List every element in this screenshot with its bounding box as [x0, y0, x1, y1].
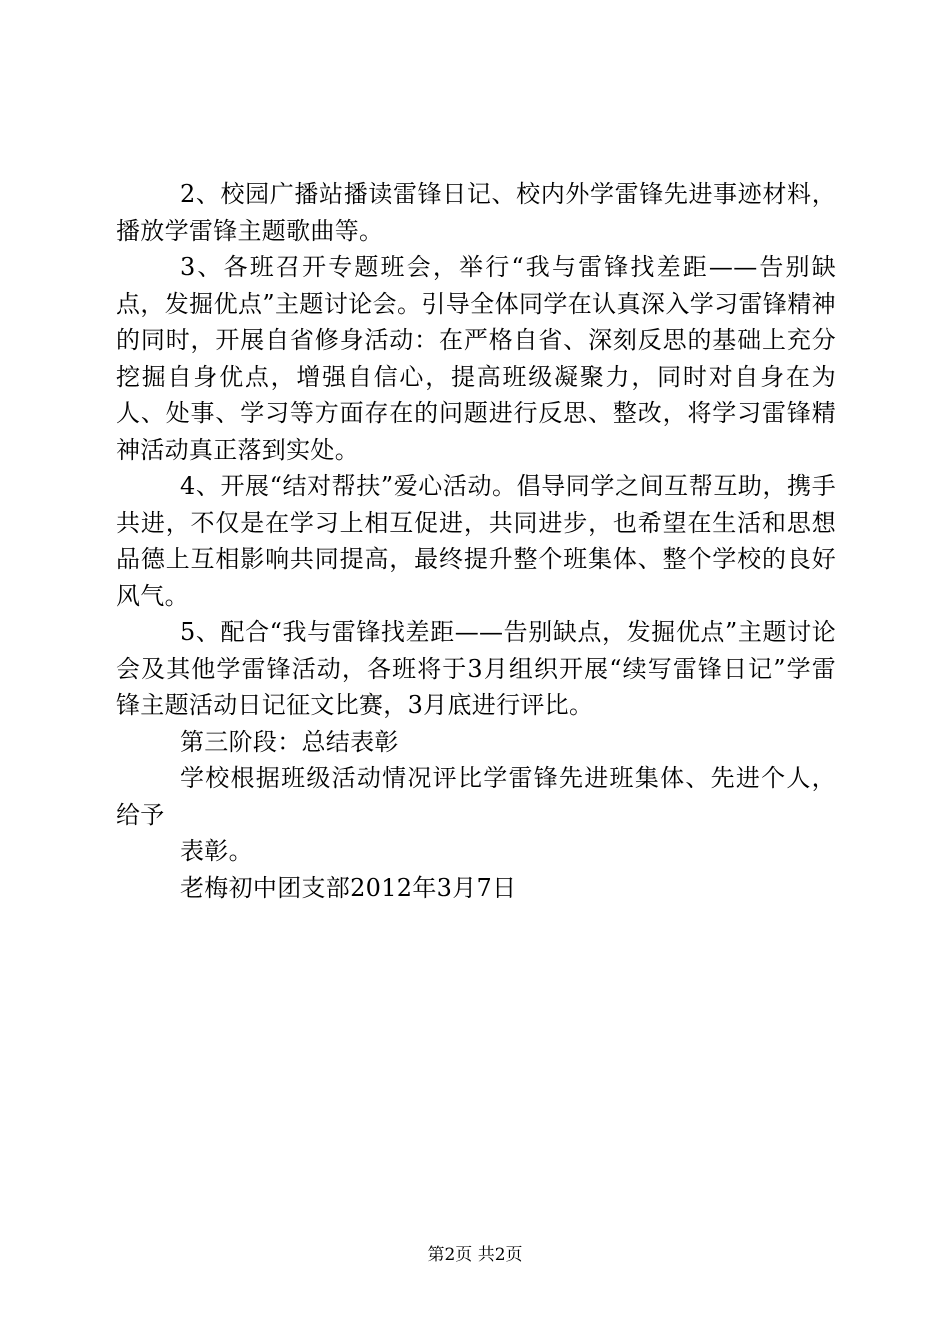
paragraph-item-4: 4、开展“结对帮扶”爱心活动。倡导同学之间互帮互助，携手共进，不仅是在学习上相互促进，共同进步，也希望在生活和思想品德上互相影响共同提高，最终提升整个班集体、整个学校的良好风气。: [116, 472, 836, 610]
award-paragraph: 学校根据班级活动情况评比学雷锋先进班集体、先进个人，给予: [116, 764, 836, 829]
signature-line: 老梅初中团支部2012年3月7日: [180, 873, 517, 902]
stage-heading: 第三阶段：总结表彰: [180, 727, 399, 756]
paragraph-item-3: 3、各班召开专题班会，举行“我与雷锋找差距——告别缺点，发掘优点”主题讨论会。引导全体同学在认真深入学习雷锋精神的同时，开展自省修身活动：在严格自省、深刻反思的基础上充分挖掘自身优点，增强自信心，提高班级凝聚力，同时对自身在为人、处事、学习等方面存在的问题进行反思、整改，将学习雷锋精神活动真正落到实处。: [116, 253, 836, 464]
document-body: [116, 176, 836, 906]
page-indicator: 第2页 共2页: [427, 1245, 523, 1265]
page-footer: [0, 1243, 950, 1267]
paragraph-item-2: 2、校园广播站播读雷锋日记、校内外学雷锋先进事迹材料，播放学雷锋主题歌曲等。: [116, 180, 836, 245]
award-tail: 表彰。: [180, 837, 253, 865]
paragraph-item-5: 5、配合“我与雷锋找差距——告别缺点，发掘优点”主题讨论会及其他学雷锋活动，各班将于3月组织开展“续写雷锋日记”学雷锋主题活动日记征文比赛，3月底进行评比。: [116, 618, 836, 719]
